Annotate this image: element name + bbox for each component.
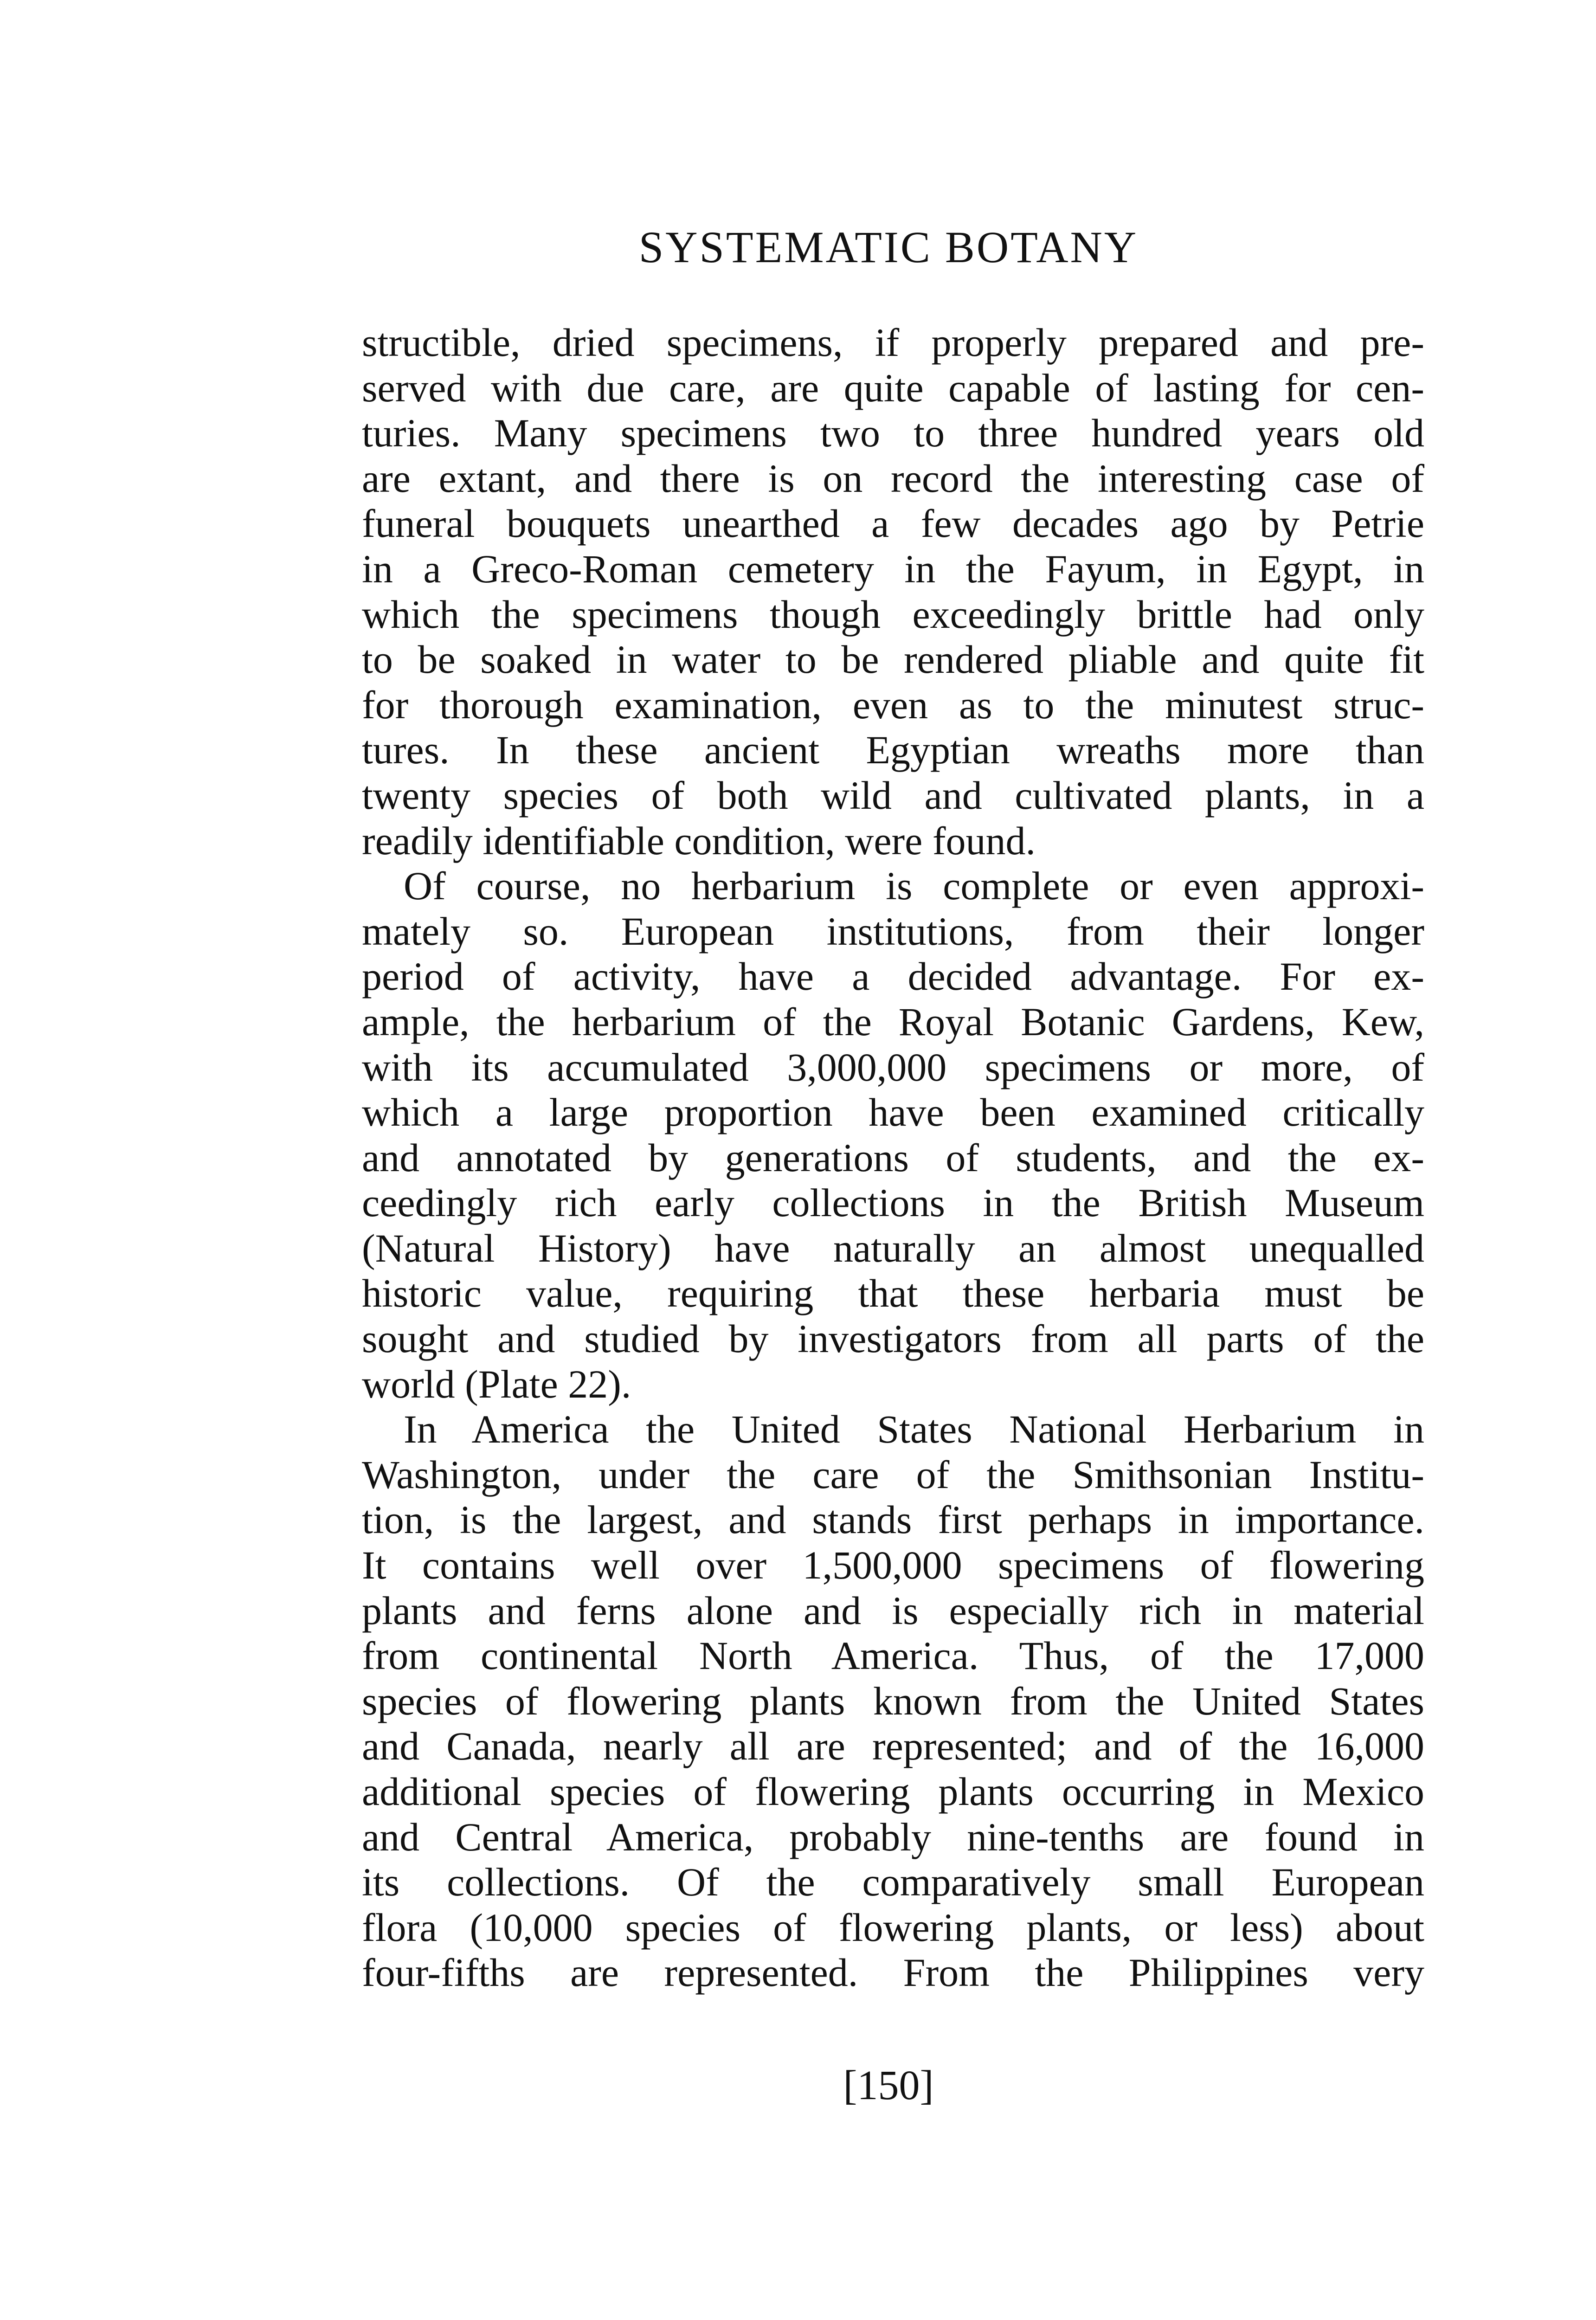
text-line: structible, dried specimens, if properly prepared and pre- [362,320,1424,365]
text-line: and Central America, probably nine-tenths are found in [362,1814,1424,1859]
text-line: world (Plate 22). [362,1361,631,1406]
text-line: ceedingly rich early collections in the British Museum [362,1180,1424,1225]
page-number: [150] [843,2062,934,2108]
text-line: twenty species of both wild and cultivated plants, in a [362,773,1424,818]
text-line: tion, is the largest, and stands first perhaps in importance. [362,1497,1424,1542]
text-line: sought and studied by investigators from all parts of the [362,1316,1424,1361]
text-line: funeral bouquets unearthed a few decades ago by Petrie [362,501,1424,546]
text-line: for thorough examination, even as to the minutest struc- [362,682,1424,727]
text-line: four-fifths are represented. From the Philippines very [362,1950,1424,1995]
text-line: and annotated by generations of students, and the ex- [362,1135,1424,1180]
text-line: Of course, no herbarium is complete or even approxi- [404,864,1424,909]
text-line: additional species of flowering plants occurring in Mexico [362,1769,1424,1814]
text-line: mately so. European institutions, from their longer [362,909,1424,954]
text-line: Washington, under the care of the Smithsonian Institu- [362,1452,1424,1497]
text-line: readily identifiable condition, were found. [362,818,1036,863]
text-line: It contains well over 1,500,000 specimens of flowering [362,1543,1424,1588]
text-line: tures. In these ancient Egyptian wreaths more than [362,728,1424,773]
text-line: period of activity, have a decided advantage. For ex- [362,954,1424,999]
text-line: and Canada, nearly all are represented; and of the 16,000 [362,1724,1424,1769]
text-line: historic value, requiring that these herbaria must be [362,1271,1424,1316]
text-line: in a Greco-Roman cemetery in the Fayum, in Egypt, in [362,546,1424,591]
text-line: which a large proportion have been examined critically [362,1090,1424,1135]
text-line: turies. Many specimens two to three hundred years old [362,411,1424,456]
text-line: In America the United States National Herbarium in [404,1407,1424,1452]
text-line: ample, the herbarium of the Royal Botanic Gardens, Kew, [362,999,1424,1044]
text-line: which the specimens though exceedingly brittle had only [362,592,1424,637]
running-head: SYSTEMATIC BOTANY [638,222,1139,272]
text-line: species of flowering plants known from the United States [362,1678,1424,1723]
body-text [362,320,1424,1996]
text-line: flora (10,000 species of flowering plants, or less) about [362,1905,1424,1950]
text-line: are extant, and there is on record the interesting case of [362,456,1424,501]
text-line: (Natural History) have naturally an almost unequalled [362,1225,1424,1270]
text-line: from continental North America. Thus, of the 17,000 [362,1633,1424,1678]
text-line: with its accumulated 3,000,000 specimens or more, of [362,1044,1424,1089]
text-line: served with due care, are quite capable of lasting for cen- [362,365,1424,410]
text-line: its collections. Of the comparatively small European [362,1860,1424,1905]
text-line: to be soaked in water to be rendered pliable and quite fit [362,637,1424,682]
text-line: plants and ferns alone and is especially rich in material [362,1588,1424,1633]
